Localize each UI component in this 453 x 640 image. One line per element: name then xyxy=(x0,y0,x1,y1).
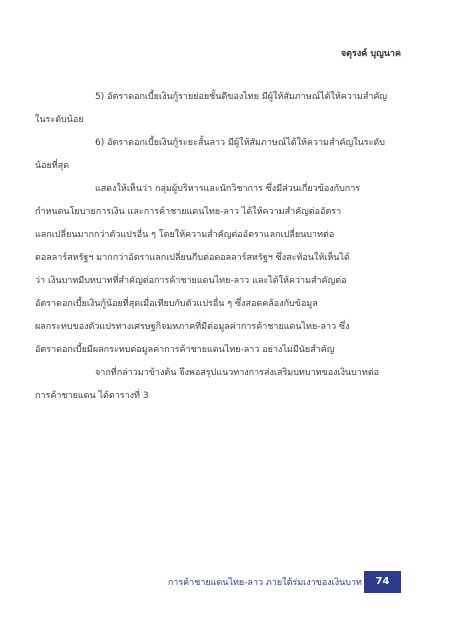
paragraph-line: การค้าชายแดน ได้ตารางที่ 3 xyxy=(35,391,149,401)
paragraph-line: ในระดับน้อย xyxy=(35,115,84,125)
body-text xyxy=(35,86,403,408)
page-number: 74 xyxy=(364,571,401,593)
paragraph-line: อัตราดอกเบี้ยมีผลกระทบต่อมูลค่าการค้าชายแดนไทย-ลาว อย่างไม่มีนัยสำคัญ xyxy=(35,345,335,355)
paragraph-line: ดอลลาร์สหรัฐฯ มากกว่าอัตราแลกเปลี่ยนกีบต่อดอลลาร์สหรัฐฯ ซึ่งสะท้อนให้เห็นได้ xyxy=(35,253,350,263)
paragraph-line: อัตราดอกเบี้ยเงินกู้น้อยที่สุดเมื่อเทียบกับตัวแปรอื่น ๆ ซึ่งสอดคล้องกับข้อมูล xyxy=(35,299,318,309)
page-footer xyxy=(0,571,453,593)
paragraph-line: ว่า เงินบาทมีบทบาทที่สำคัญต่อการค้าชายแดนไทย-ลาว และได้ให้ความสำคัญต่อ xyxy=(35,276,347,286)
paragraph-line: แลกเปลี่ยนมากกว่าตัวแปรอื่น ๆ โดยให้ความสำคัญต่ออัตราแลกเปลี่ยนบาทต่อ xyxy=(35,230,335,240)
paragraph-line: 6) อัตราดอกเบี้ยเงินกู้ระยะสั้นลาว มีผู้ให้สัมภาษณ์ได้ให้ความสำคัญในระดับ xyxy=(95,138,385,148)
paragraph-line: น้อยที่สุด xyxy=(35,161,70,171)
paragraph-line: จากที่กล่าวมาข้างต้น จึงพอสรุปแนวทางการส่งเสริมบทบาทของเงินบาทต่อ xyxy=(95,368,380,378)
paragraph-line: แสดงให้เห็นว่า กลุ่มผู้บริหารและนักวิชาการ ซึ่งมีส่วนเกี่ยวข้องกับการ xyxy=(95,184,361,194)
paragraph-line: กำหนดนโยบายการเงิน และการค้าชายแดนไทย-ลาว ได้ให้ความสำคัญต่ออัตรา xyxy=(35,207,342,217)
running-header-author: จตุรงค์ บุญนาค xyxy=(340,49,401,59)
paragraph-line: 5) อัตราดอกเบี้ยเงินกู้รายย่อยชั้นดีของไทย มีผู้ให้สัมภาษณ์ได้ให้ความสำคัญ xyxy=(95,92,388,102)
footer-book-title: การค้าชายแดนไทย-ลาว ภายใต้ร่มเงาของเงินบาท xyxy=(167,578,362,588)
paragraph-line: ผลกระทบของตัวแปรทางเศรษฐกิจมหภาคที่มีต่อมูลค่าการค้าชายแดนไทย-ลาว ซึ่ง xyxy=(35,322,350,332)
